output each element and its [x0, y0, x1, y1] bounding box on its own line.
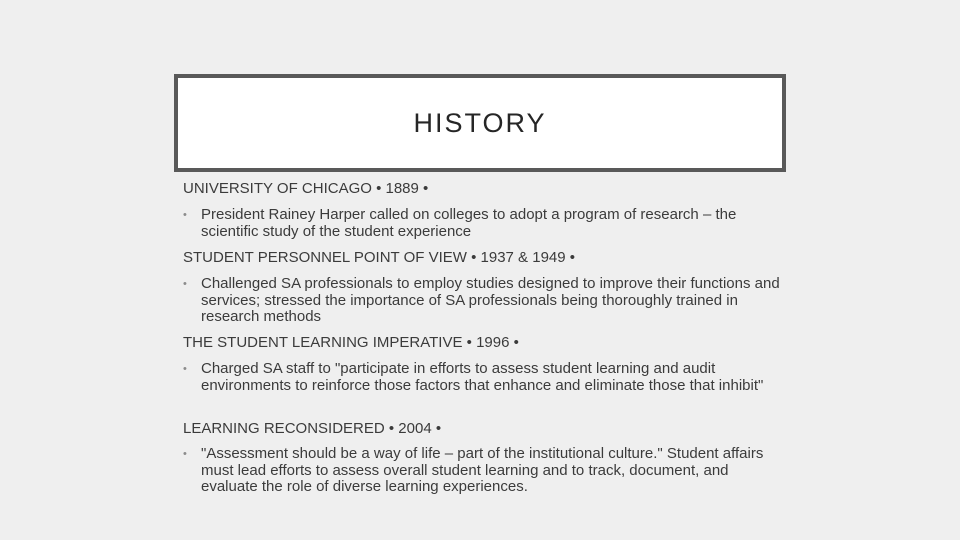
bullet-icon: •: [183, 363, 187, 375]
bullet-icon: •: [183, 278, 187, 290]
section-heading-chicago: UNIVERSITY OF CHICAGO • 1889 •: [183, 180, 429, 197]
bullet-icon: •: [183, 448, 187, 460]
section-heading-student-personnel: STUDENT PERSONNEL POINT OF VIEW • 1937 & 1949 •: [183, 249, 576, 266]
bullet-item-learning-reconsidered: [183, 446, 783, 496]
section-heading-learning-reconsidered: LEARNING RECONSIDERED • 2004 •: [183, 420, 442, 437]
bullet-item-student-personnel: [183, 276, 783, 326]
slide-title: HISTORY: [413, 107, 547, 138]
bullet-text: President Rainey Harper called on colleges to adopt a program of research – the scientific study of the student experience: [201, 206, 737, 240]
title-box: [174, 74, 786, 172]
bullet-text: Challenged SA professionals to employ studies designed to improve their functions and services; stressed the importance of SA professionals being thoroughly trained in research methods: [201, 275, 780, 325]
section-heading-learning-imperative: THE STUDENT LEARNING IMPERATIVE • 1996 •: [183, 334, 519, 351]
bullet-item-chicago: [183, 207, 783, 240]
bullet-text: "Assessment should be a way of life – part of the institutional culture." Student affairs must lead efforts to assess overall student learning and to track, document, and evaluate the role of diverse learning experiences.: [201, 445, 764, 495]
bullet-text: Charged SA staff to "participate in efforts to assess student learning and audit environments to reinforce those factors that enhance and eliminate those that inhibit": [201, 360, 764, 394]
bullet-item-learning-imperative: [183, 361, 783, 394]
bullet-icon: •: [183, 209, 187, 221]
